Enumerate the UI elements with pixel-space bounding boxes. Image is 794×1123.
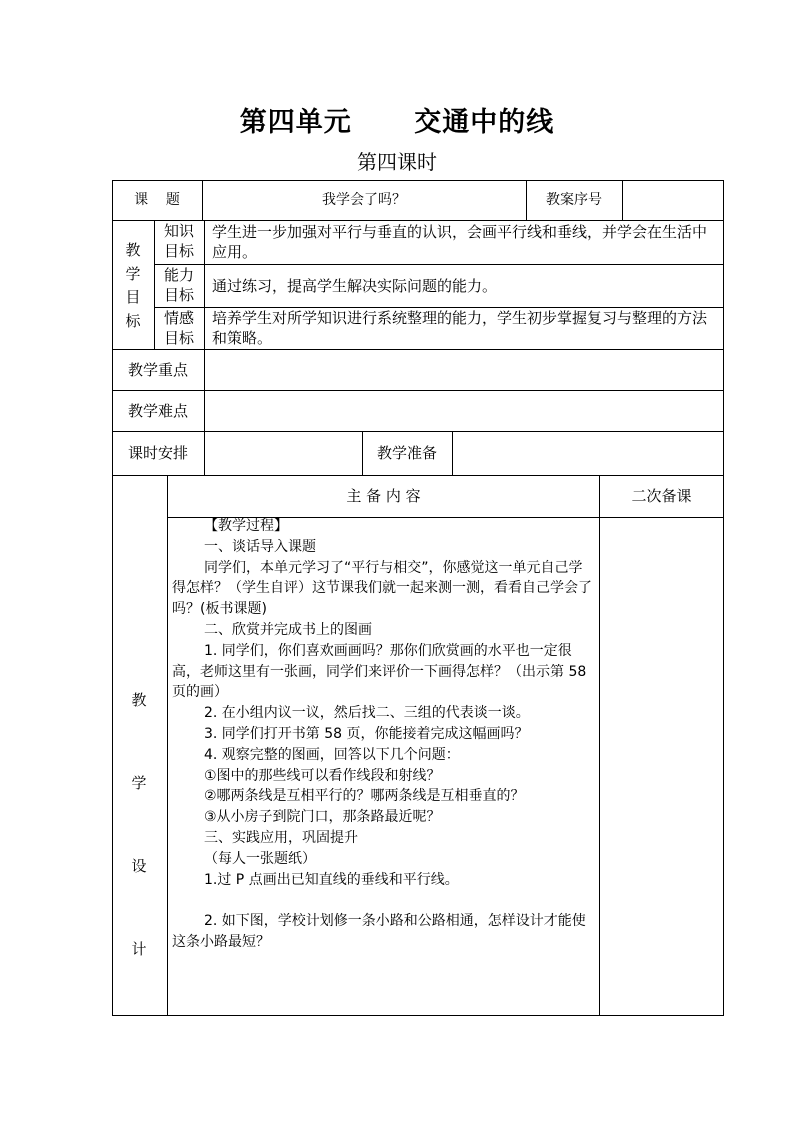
table-border-bottom [112,1015,724,1016]
table-border-top [112,180,724,181]
col-divider [167,475,168,1016]
main-content-header: 主 备 内 容 [346,487,421,505]
label-line: 目标 [163,329,194,347]
lesson-plan-table [112,180,724,1016]
design-char: 设 [131,857,147,875]
design-char: 学 [131,774,147,792]
ability-goal-text: 通过练习，提高学生解决实际问题的能力。 [212,277,498,295]
key-points-label: 教学重点 [127,361,188,379]
table-border-right [723,180,724,1016]
goals-char: 目 [125,288,141,306]
label-line: 情感 [163,309,194,327]
plan-number-label: 教案序号 [546,192,602,208]
content-line: （每人一张题纸） [204,850,316,867]
col-divider [622,180,623,221]
content-line: 同学们，本单元学习了“平行与相交”，你感觉这一单元自己学得怎样？（学生自评）这节课我们就一起来测一测，看看自己学会了吗？(板书课题) [172,559,592,618]
topic-label: 课 题 [134,192,180,208]
design-char: 计 [131,940,147,958]
table-border-left [112,180,113,1016]
row-divider [154,264,724,265]
col-divider [452,431,453,476]
page-subtitle: 第四课时 [357,150,437,174]
label-line: 目标 [163,286,194,304]
content-line: 3. 同学们打开书第 58 页，你能接着完成这幅画吗？ [204,725,529,742]
design-char: 教 [131,691,147,709]
goals-char: 标 [125,311,141,330]
teaching-design-label [126,659,152,991]
content-line: ①图中的那些线可以看作线段和射线？ [204,767,441,784]
secondary-prep-header: 二次备课 [631,487,692,505]
emotion-goal-text: 培养学生对所学知识进行系统整理的能力，学生初步掌握复习与整理的方法和策略。 [212,309,708,347]
label-line: 能力 [163,266,194,284]
difficulty-label: 教学难点 [127,402,188,420]
content-line: 2. 如下图，学校计划修一条小路和公路相通，怎样设计才能使这条小路最短？ [172,913,586,951]
content-line: 二、欣赏并完成书上的图画 [204,621,372,638]
schedule-label: 课时安排 [127,444,188,462]
content-line: 4. 观察完整的图画，回答以下几个问题： [204,746,460,763]
lesson-process-content [172,516,594,953]
content-line: ②哪两条线是互相平行的？哪两条线是互相垂直的？ [204,788,525,805]
knowledge-goal-text: 学生进一步加强对平行与垂直的认识，会画平行线和垂线，并学会在生活中应用。 [212,223,708,261]
content-line: 【教学过程】 [204,518,288,534]
content-line: ③从小房子到院门口，那条路最近呢？ [204,809,441,826]
goals-char: 教 [125,241,141,259]
topic-value: 我学会了吗？ [322,192,406,208]
teaching-goals-label [120,239,146,333]
col-divider [599,475,600,1016]
goals-char: 学 [125,264,141,283]
knowledge-goal-label [154,221,204,261]
page-title: 第四单元 交通中的线 [239,107,555,138]
content-line: 一、谈话导入课题 [204,538,316,555]
content-line: 2. 在小组内议一议，然后找二、三组的代表谈一谈。 [204,705,530,722]
label-line: 知识 [163,222,194,240]
ability-goal-label [154,265,204,305]
label-line: 目标 [163,242,194,260]
preparation-label: 教学准备 [376,444,437,462]
content-line: 1. 同学们，你们喜欢画画吗？那你们欣赏画的水平也一定很高，老师这里有一张画，同学们来评价一下画得怎样？（出示第 58 页的画） [172,642,587,701]
col-divider [204,220,205,350]
content-line: 1.过 P 点画出已知直线的垂线和平行线。 [204,871,459,888]
content-line: 三、实践应用，巩固提升 [204,829,358,846]
emotion-goal-label [154,308,204,348]
col-divider [204,349,205,476]
